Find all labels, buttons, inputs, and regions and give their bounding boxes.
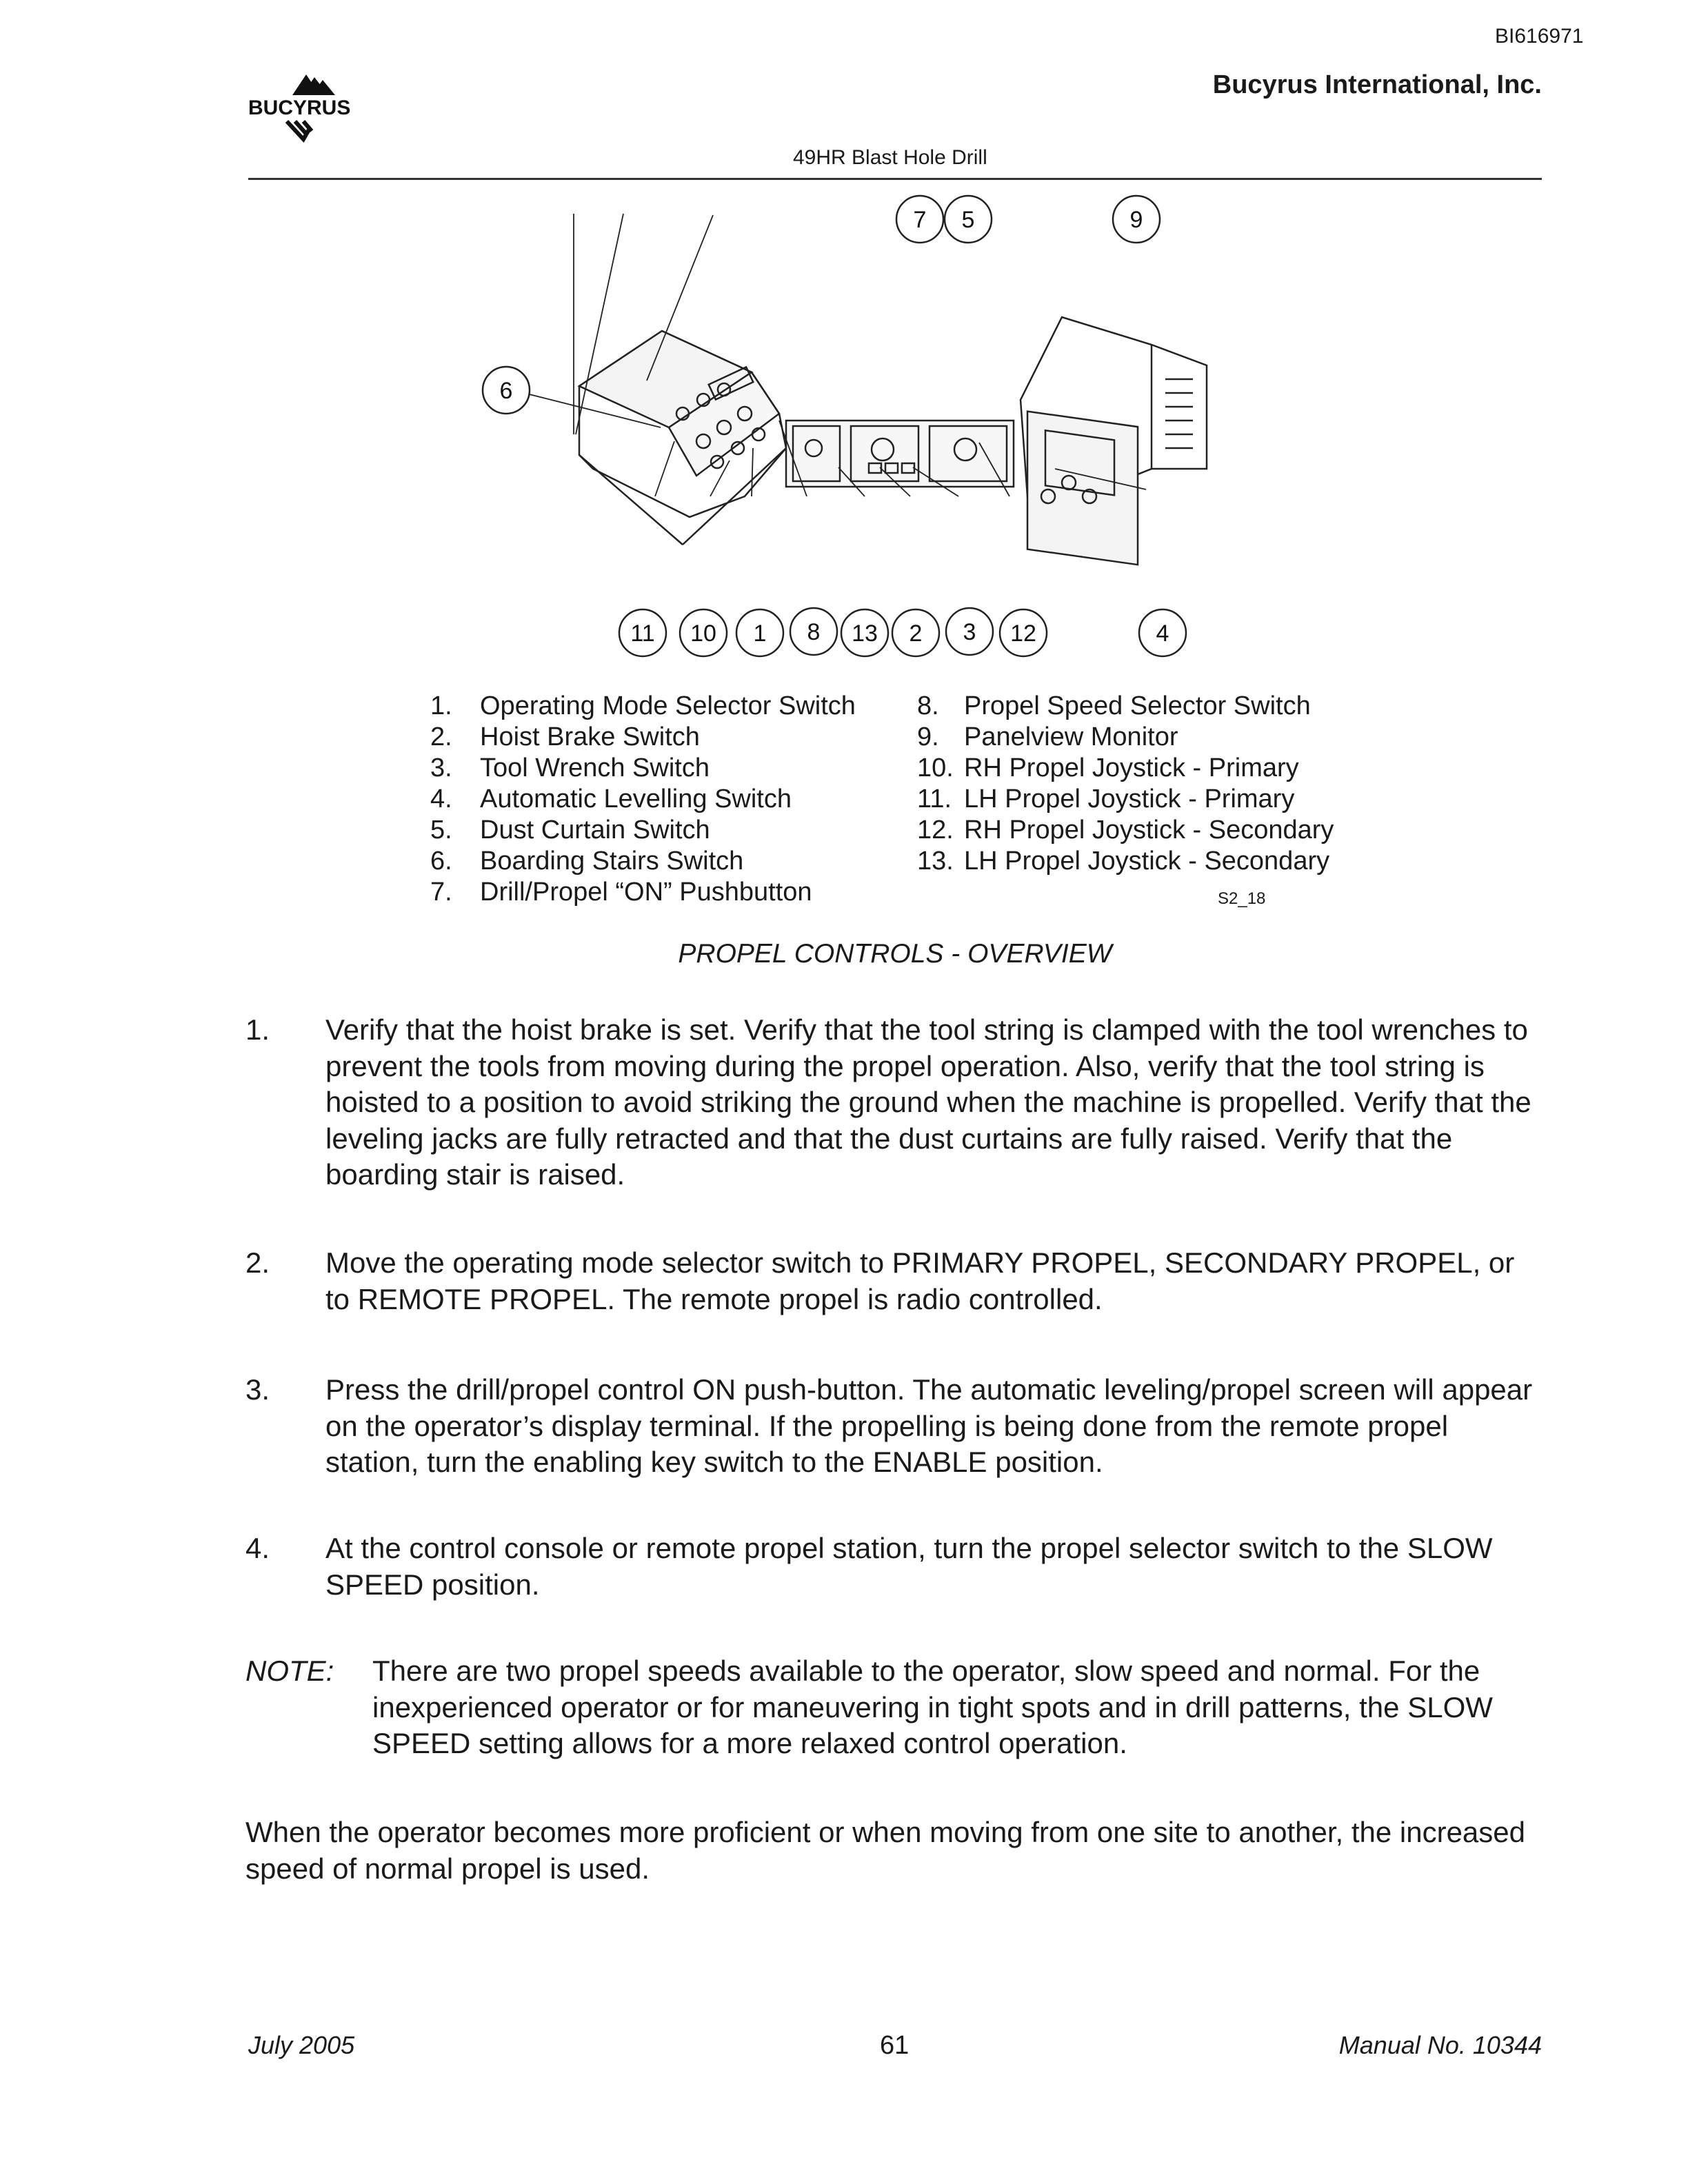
page-number: 61 xyxy=(880,2031,910,2060)
callout-3 xyxy=(946,608,993,655)
legend-item: 1. Operating Mode Selector Switch xyxy=(430,691,856,720)
note-block xyxy=(245,1653,1542,1762)
svg-text:5: 5 xyxy=(961,207,975,233)
document-id: BI616971 xyxy=(1495,25,1584,48)
step-text: Verify that the hoist brake is set. Verify that the tool string is clamped with the tool wrenches to prevent the tools from moving during the propel operation. Also, verify that the tool string is hoisted to a position to avoid striking the ground when the machine is propelled. Verify that the leveling jacks are fully retracted and that the dust curtains are fully raised. Verify that the boarding stair is raised. xyxy=(325,1013,1531,1191)
closing-paragraph: When the operator becomes more proficient or when moving from one site to another, the increased speed of normal propel is used. xyxy=(245,1816,1525,1885)
legend-item: 4. Automatic Levelling Switch xyxy=(430,785,792,813)
legend-item: 3. Tool Wrench Switch xyxy=(430,754,710,782)
footer-manual-number: Manual No. 10344 xyxy=(1338,2031,1542,2059)
svg-text:3: 3 xyxy=(963,619,976,645)
legend-item: 8. Propel Speed Selector Switch xyxy=(917,691,1311,720)
step-number: 3. xyxy=(245,1373,270,1406)
callout-7 xyxy=(896,196,943,243)
callout-8 xyxy=(790,608,837,655)
step-number: 2. xyxy=(245,1246,270,1279)
procedure-step xyxy=(245,1530,1542,1603)
legend-item: 7. Drill/Propel “ON” Pushbutton xyxy=(430,878,812,907)
svg-text:12: 12 xyxy=(1010,620,1036,647)
callout-1 xyxy=(736,609,783,656)
svg-text:2: 2 xyxy=(909,620,923,647)
svg-text:8: 8 xyxy=(807,619,821,645)
legend-item: 9. Panelview Monitor xyxy=(917,722,1178,751)
company-name: Bucyrus International, Inc. xyxy=(1212,70,1542,99)
legend-right-column xyxy=(917,691,1334,877)
legend-item: 2. Hoist Brake Switch xyxy=(430,722,700,751)
step-text: At the control console or remote propel station, turn the propel selector switch to the SLOW SPEED position. xyxy=(325,1532,1493,1601)
step-text: Move the operating mode selector switch to PRIMARY PROPEL, SECONDARY PROPEL, or to REMOTE PROPEL. The remote propel is radio controlled. xyxy=(325,1246,1515,1315)
legend-item: 12. RH Propel Joystick - Secondary xyxy=(917,816,1334,845)
legend-left-column xyxy=(430,691,856,908)
propel-controls-figure xyxy=(455,193,1227,669)
footer-date: July 2005 xyxy=(248,2031,355,2059)
figure-caption: PROPEL CONTROLS - OVERVIEW xyxy=(678,939,1112,969)
legend-item: 6. Boarding Stairs Switch xyxy=(430,847,744,876)
procedure-step xyxy=(245,1012,1542,1193)
legend-item: 13. LH Propel Joystick - Secondary xyxy=(917,847,1330,876)
svg-text:11: 11 xyxy=(630,620,655,647)
header-rule xyxy=(248,178,1542,180)
figure-code: S2_18 xyxy=(1218,889,1266,908)
legend-item: 10. RH Propel Joystick - Primary xyxy=(917,754,1299,782)
callout-13 xyxy=(841,609,888,656)
callout-9 xyxy=(1113,196,1160,243)
legend-item: 5. Dust Curtain Switch xyxy=(430,816,710,845)
callout-4 xyxy=(1139,609,1186,656)
logo-text: BUCYRUS xyxy=(248,97,351,119)
step-number: 4. xyxy=(245,1532,270,1564)
svg-text:4: 4 xyxy=(1156,620,1169,647)
procedure-step xyxy=(245,1245,1542,1317)
svg-text:10: 10 xyxy=(690,620,716,647)
step-number: 1. xyxy=(245,1013,270,1046)
callout-12 xyxy=(1000,609,1047,656)
legend-item: 11. LH Propel Joystick - Primary xyxy=(917,785,1295,813)
panelview-monitor xyxy=(1027,412,1138,565)
note-label: NOTE: xyxy=(245,1655,334,1687)
svg-text:7: 7 xyxy=(913,207,927,233)
svg-text:13: 13 xyxy=(852,620,878,647)
svg-text:9: 9 xyxy=(1129,207,1143,233)
procedure-step xyxy=(245,1372,1542,1481)
callout-5 xyxy=(945,196,992,243)
bucyrus-logo xyxy=(245,69,370,152)
callout-6 xyxy=(483,367,530,414)
step-text: Press the drill/propel control ON push-button. The automatic leveling/propel screen will appear on the operator’s display terminal. If the propelling is being done from the remote propel station, turn the enabling key switch to the ENABLE position. xyxy=(325,1373,1533,1478)
document-subtitle: 49HR Blast Hole Drill xyxy=(793,146,987,169)
callout-11 xyxy=(619,609,666,656)
callout-2 xyxy=(892,609,939,656)
svg-text:1: 1 xyxy=(753,620,767,647)
callout-10 xyxy=(680,609,727,656)
note-text: There are two propel speeds available to the operator, slow speed and normal. For the inexperienced operator or for maneuvering in tight spots and in drill patterns, the SLOW SPEED setting allows for a more relaxed control operation. xyxy=(372,1655,1493,1759)
svg-text:6: 6 xyxy=(499,378,513,404)
